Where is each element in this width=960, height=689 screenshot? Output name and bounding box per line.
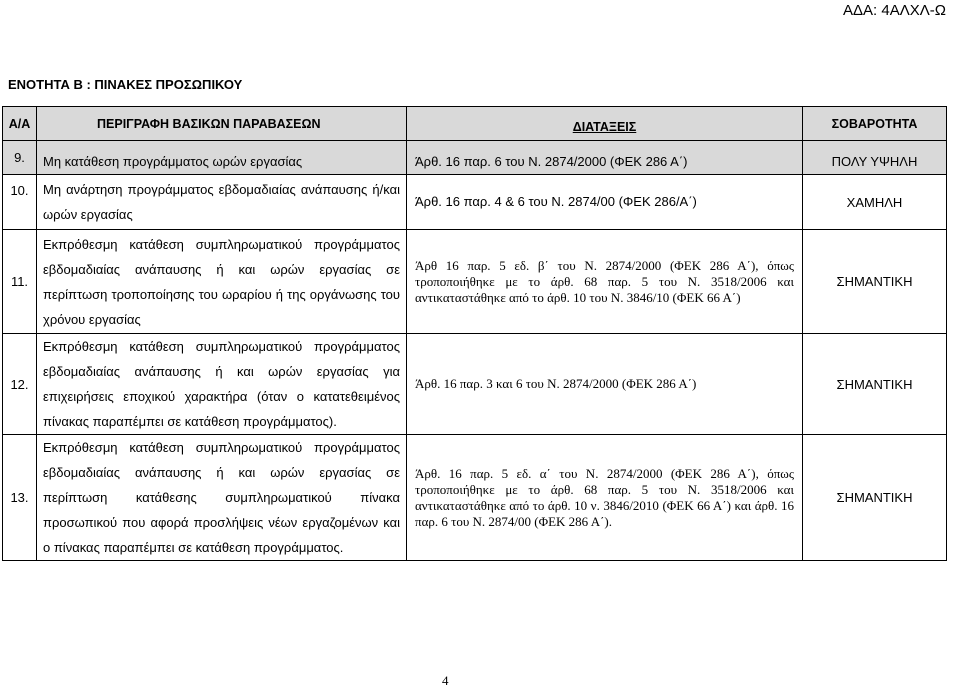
table-row <box>3 334 947 435</box>
row-aa: 11. <box>3 230 37 334</box>
violations-table <box>2 106 947 561</box>
row-provisions: Άρθ. 16 παρ. 5 εδ. α΄ του Ν. 2874/2000 (ΦΕΚ 286 Α΄), όπως τροποποιήθηκε με το άρθ. 68 παρ. 5 του Ν. 3518/2006 και αντικαταστάθηκε από το άρθ. 10 ν. 3846/2010 (ΦΕΚ 66 Α΄) και άρθ. 16 παρ. 6 του Ν. 2874/00 (ΦΕΚ 286 Α΄). <box>407 435 803 561</box>
header-description: ΠΕΡΙΓΡΑΦΗ ΒΑΣΙΚΩΝ ΠΑΡΑΒΑΣΕΩΝ <box>37 107 407 141</box>
header-provisions <box>407 107 803 141</box>
row-severity: ΣΗΜΑΝΤΙΚΗ <box>803 230 947 334</box>
header-aa: Α/Α <box>3 107 37 141</box>
row-provisions: Άρθ. 16 παρ. 4 & 6 του Ν. 2874/00 (ΦΕΚ 286/Α΄) <box>407 175 803 230</box>
section-title: ΕΝΟΤΗΤΑ Β : ΠΙΝΑΚΕΣ ΠΡΟΣΩΠΙΚΟΥ <box>8 77 243 92</box>
row-severity: ΠΟΛΥ ΥΨΗΛΗ <box>803 141 947 175</box>
page-number: 4 <box>442 673 449 688</box>
row-description: Εκπρόθεσμη κατάθεση συμπληρωματικού προγράμματος εβδομαδιαίας ανάπαυσης ή και ωρών εργασίας για επιχειρήσεις εποχικού χαρακτήρα (όταν ο κατατεθειμένος πίνακας παραπέμπει σε κατάθεση προγράμματος). <box>37 334 407 435</box>
table-row <box>3 175 947 230</box>
table-row <box>3 435 947 561</box>
row-provisions: Άρθ. 16 παρ. 6 του Ν. 2874/2000 (ΦΕΚ 286 Α΄) <box>407 141 803 175</box>
row-severity: ΣΗΜΑΝΤΙΚΗ <box>803 334 947 435</box>
table-row <box>3 230 947 334</box>
row-aa: 12. <box>3 334 37 435</box>
row-severity: ΧΑΜΗΛΗ <box>803 175 947 230</box>
header-provisions-label: ΔΙΑΤΑΞΕΙΣ <box>572 119 637 134</box>
row-aa: 10. <box>3 175 37 230</box>
row-provisions: Άρθ 16 παρ. 5 εδ. β΄ του Ν. 2874/2000 (ΦΕΚ 286 Α΄), όπως τροποποιήθηκε με το άρθ. 68 παρ. 5 του Ν. 3518/2006 και αντικαταστάθηκε από το άρθ. 10 του Ν. 3846/10 (ΦΕΚ 66 Α΄) <box>407 230 803 334</box>
header-severity: ΣΟΒΑΡΟΤΗΤΑ <box>803 107 947 141</box>
row-aa: 9. <box>3 141 37 175</box>
row-description: Εκπρόθεσμη κατάθεση συμπληρωματικού προγράμματος εβδομαδιαίας ανάπαυσης ή και ωρών εργασίας σε περίπτωση τροποποίησης του ωραρίου ή της οργάνωσης του χρόνου εργασίας <box>37 230 407 334</box>
row-severity: ΣΗΜΑΝΤΙΚΗ <box>803 435 947 561</box>
row-description: Μη κατάθεση προγράμματος ωρών εργασίας <box>37 141 407 175</box>
row-provisions: Άρθ. 16 παρ. 3 και 6 του Ν. 2874/2000 (ΦΕΚ 286 Α΄) <box>407 334 803 435</box>
ada-code: ΑΔΑ: 4ΑΛΧΛ-Ω <box>843 2 946 19</box>
row-aa: 13. <box>3 435 37 561</box>
row-description: Εκπρόθεσμη κατάθεση συμπληρωματικού προγράμματος εβδομαδιαίας ανάπαυσης ή και ωρών εργασίας σε περίπτωση κατάθεσης συμπληρωματικού πίνακα προσωπικού που αφορά προσλήψεις νέων εργαζομένων και ο πίνακας παραπέμπει σε κατάθεση προγράμματος. <box>37 435 407 561</box>
row-description: Μη ανάρτηση προγράμματος εβδομαδιαίας ανάπαυσης ή/και ωρών εργασίας <box>37 175 407 230</box>
table-header-row <box>3 107 947 141</box>
table-row <box>3 141 947 175</box>
